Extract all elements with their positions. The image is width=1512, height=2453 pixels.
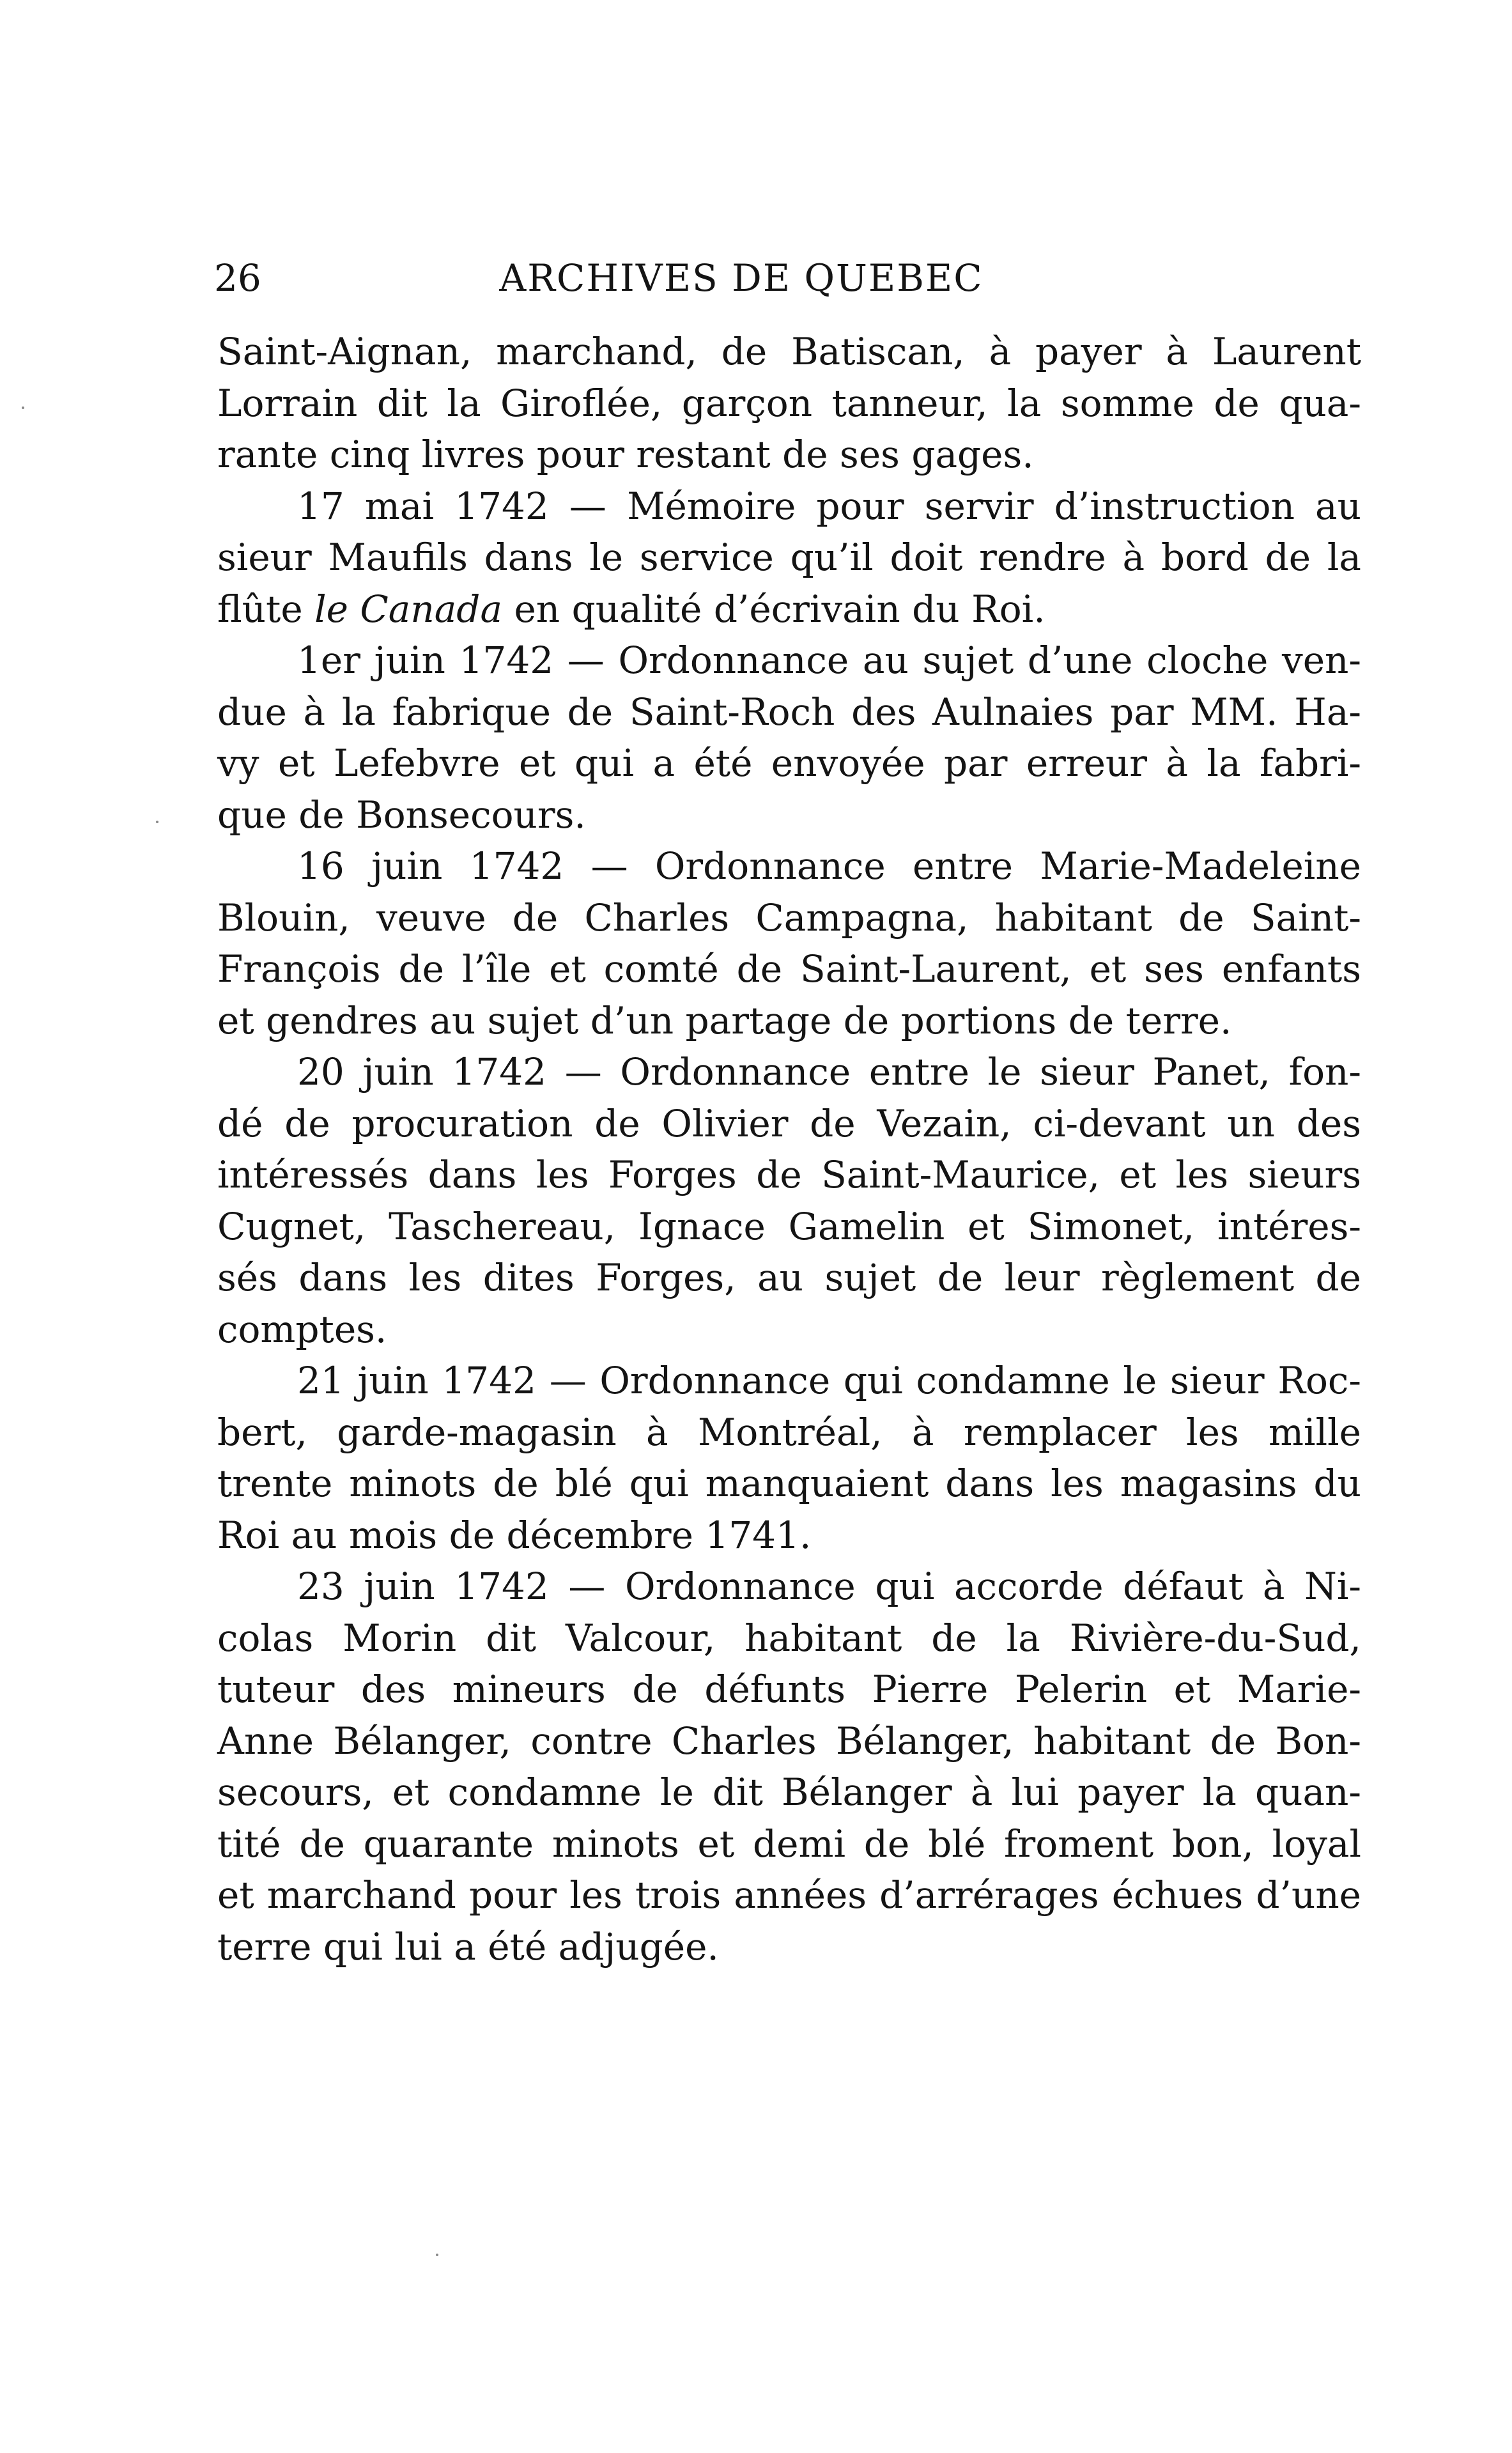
text-line: 1er juin 1742 — Ordonnance au sujet d’une cloche ven- [297, 638, 1361, 682]
text-line: Saint-Aignan, marchand, de Batiscan, à payer à Laurent [217, 330, 1361, 373]
scan-speck [156, 821, 158, 823]
text-line: sieur Maufils dans le service qu’il doit rendre à bord de la [217, 536, 1361, 579]
text-line: comptes. [217, 1307, 387, 1351]
scan-speck [436, 2254, 438, 2256]
text-line: et marchand pour les trois années d’arrérages échues d’une [217, 1873, 1361, 1917]
page-header [214, 252, 1358, 304]
text-line: 16 juin 1742 — Ordonnance entre Marie-Madeleine [297, 844, 1361, 888]
text-line: Cugnet, Taschereau, Ignace Gamelin et Simonet, intéres- [217, 1204, 1361, 1248]
text-line: terre qui lui a été adjugée. [217, 1924, 719, 1969]
text-line: bert, garde-magasin à Montréal, à remplacer les mille [217, 1410, 1361, 1454]
text-line: François de l’île et comté de Saint-Laurent, et ses enfants [217, 947, 1361, 991]
text-line: trente minots de blé qui manquaient dans les magasins du [217, 1462, 1361, 1505]
text-line: Lorrain dit la Giroflée, garçon tanneur, la somme de qua- [217, 381, 1361, 425]
text-line: Anne Bélanger, contre Charles Bélanger, habitant de Bon- [217, 1719, 1361, 1763]
text-line: 20 juin 1742 — Ordonnance entre le sieur Panet, fon- [297, 1050, 1361, 1094]
ship-name: le Canada [314, 587, 503, 631]
text-line: Roi au mois de décembre 1741. [217, 1513, 812, 1557]
text-line [217, 584, 1361, 635]
text-line: intéressés dans les Forges de Saint-Maurice, et les sieurs [217, 1153, 1361, 1196]
text-line: 23 juin 1742 — Ordonnance qui accorde défaut à Ni- [297, 1565, 1361, 1608]
text-line: colas Morin dit Valcour, habitant de la Rivière-du-Sud, [217, 1616, 1361, 1660]
line-segment: flûte [217, 587, 315, 631]
text-line: secours, et condamne le dit Bélanger à lui payer la quan- [217, 1770, 1361, 1814]
body-text [217, 326, 1361, 1972]
text-line: 17 mai 1742 — Mémoire pour servir d’instruction au [297, 484, 1361, 528]
running-title: ARCHIVES DE QUEBEC [499, 256, 984, 300]
text-line: dé de procuration de Olivier de Vezain, ci-devant un des [217, 1101, 1361, 1145]
page-number: 26 [214, 256, 261, 300]
text-line: sés dans les dites Forges, au sujet de leur règlement de [217, 1256, 1361, 1299]
text-line: rante cinq livres pour restant de ses gages. [217, 433, 1034, 476]
text-line: vy et Lefebvre et qui a été envoyée par erreur à la fabri- [217, 741, 1361, 785]
scan-speck [22, 406, 24, 409]
text-line: due à la fabrique de Saint-Roch des Aulnaies par MM. Ha- [217, 690, 1361, 734]
line-segment: en qualité d’écrivain du Roi. [502, 587, 1045, 631]
text-line: 21 juin 1742 — Ordonnance qui condamne le sieur Roc- [297, 1359, 1361, 1402]
text-line: que de Bonsecours. [217, 793, 586, 837]
text-line: tuteur des mineurs de défunts Pierre Pelerin et Marie- [217, 1668, 1361, 1711]
text-line: et gendres au sujet d’un partage de portions de terre. [217, 998, 1232, 1042]
text-line: tité de quarante minots et demi de blé froment bon, loyal [217, 1822, 1361, 1866]
text-line: Blouin, veuve de Charles Campagna, habitant de Saint- [217, 895, 1361, 940]
